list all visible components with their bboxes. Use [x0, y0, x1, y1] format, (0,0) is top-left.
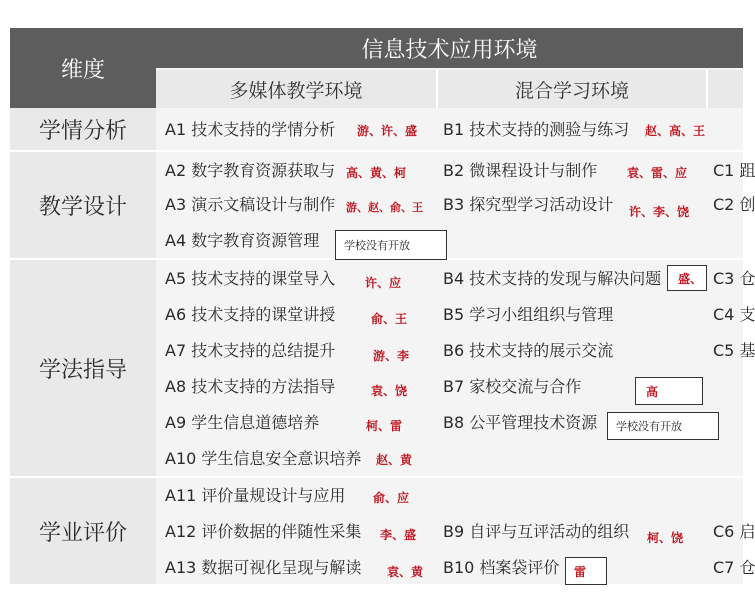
note-a8: 袁、饶 [371, 384, 408, 398]
item-a7: A7 技术支持的总结提升 [165, 341, 336, 360]
item-b9: B9 自评与互评活动的组织 [443, 522, 630, 541]
row-divider [10, 476, 743, 478]
note-b1: 赵、高、王 [645, 124, 706, 138]
item-c3: C3 仓 [713, 269, 755, 288]
item-c6: C6 启 [713, 522, 755, 541]
dimension-teaching-design: 教学设计 [10, 152, 156, 258]
item-a4: A4 数字教育资源管理 [165, 231, 320, 250]
item-b5: B5 学习小组组织与管理 [443, 305, 614, 324]
item-c4: C4 支 [713, 305, 755, 324]
item-c1: C1 跙 [713, 161, 755, 180]
item-b7: B7 家校交流与合作 [443, 377, 582, 396]
item-a10: A10 学生信息安全意识培养 [165, 449, 362, 468]
dimension-learning-analysis: 学情分析 [10, 108, 156, 150]
dimension-assessment: 学业评价 [10, 478, 156, 584]
note-a5: 许、应 [365, 276, 402, 290]
note-b10: 雷 [565, 557, 607, 585]
item-a3: A3 演示文稿设计与制作 [165, 195, 336, 214]
note-a4: 学校没有开放 [335, 230, 447, 260]
dimension-learning-guidance: 学法指导 [10, 260, 156, 476]
note-a2: 高、黄、柯 [346, 166, 407, 180]
item-c2: C2 创 [713, 195, 755, 214]
item-c5: C5 基 [713, 341, 755, 360]
item-b1: B1 技术支持的测验与练习 [443, 120, 630, 139]
note-a13: 袁、黄 [387, 565, 424, 579]
note-b4: 盛、 [667, 265, 707, 291]
note-b7: 高 [635, 377, 703, 405]
note-b8: 学校没有开放 [607, 412, 719, 440]
item-c7: C7 仓 [713, 558, 755, 577]
note-a1: 游、许、盛 [357, 124, 418, 138]
header-multimedia-env: 多媒体教学环境 [156, 70, 438, 108]
note-a12: 李、盛 [380, 528, 417, 542]
note-a6: 俞、王 [371, 312, 408, 326]
note-b2: 袁、雷、应 [627, 166, 688, 180]
item-b6: B6 技术支持的展示交流 [443, 341, 614, 360]
item-b2: B2 微课程设计与制作 [443, 161, 598, 180]
item-a8: A8 技术支持的方法指导 [165, 377, 336, 396]
note-a3: 游、赵、俞、王 [346, 201, 423, 214]
item-b10: B10 档案袋评价 [443, 558, 560, 577]
note-b9: 柯、饶 [647, 531, 684, 545]
item-a9: A9 学生信息道德培养 [165, 413, 320, 432]
row-divider [10, 150, 743, 152]
header-dimension: 维度 [10, 28, 156, 108]
header-it-environment: 信息技术应用环境 [156, 28, 743, 68]
item-a13: A13 数据可视化呈现与解读 [165, 558, 362, 577]
note-b3: 许、李、饶 [629, 205, 690, 219]
header-hybrid-env: 混合学习环境 [438, 70, 708, 108]
item-a11: A11 评价量规设计与应用 [165, 486, 346, 505]
note-a11: 俞、应 [373, 491, 410, 505]
item-b3: B3 探究型学习活动设计 [443, 195, 614, 214]
item-b4: B4 技术支持的发现与解决问题 [443, 269, 662, 288]
note-a7: 游、李 [373, 349, 410, 363]
item-a12: A12 评价数据的伴随性采集 [165, 522, 362, 541]
note-a10: 赵、黄 [376, 453, 413, 467]
item-a2: A2 数字教育资源获取与 [165, 161, 336, 180]
note-a9: 柯、雷 [366, 419, 403, 433]
item-a1: A1 技术支持的学情分析 [165, 120, 336, 139]
item-b8: B8 公平管理技术资源 [443, 413, 598, 432]
item-a5: A5 技术支持的课堂导入 [165, 269, 336, 288]
header-third-env [708, 70, 743, 108]
item-a6: A6 技术支持的课堂讲授 [165, 305, 336, 324]
